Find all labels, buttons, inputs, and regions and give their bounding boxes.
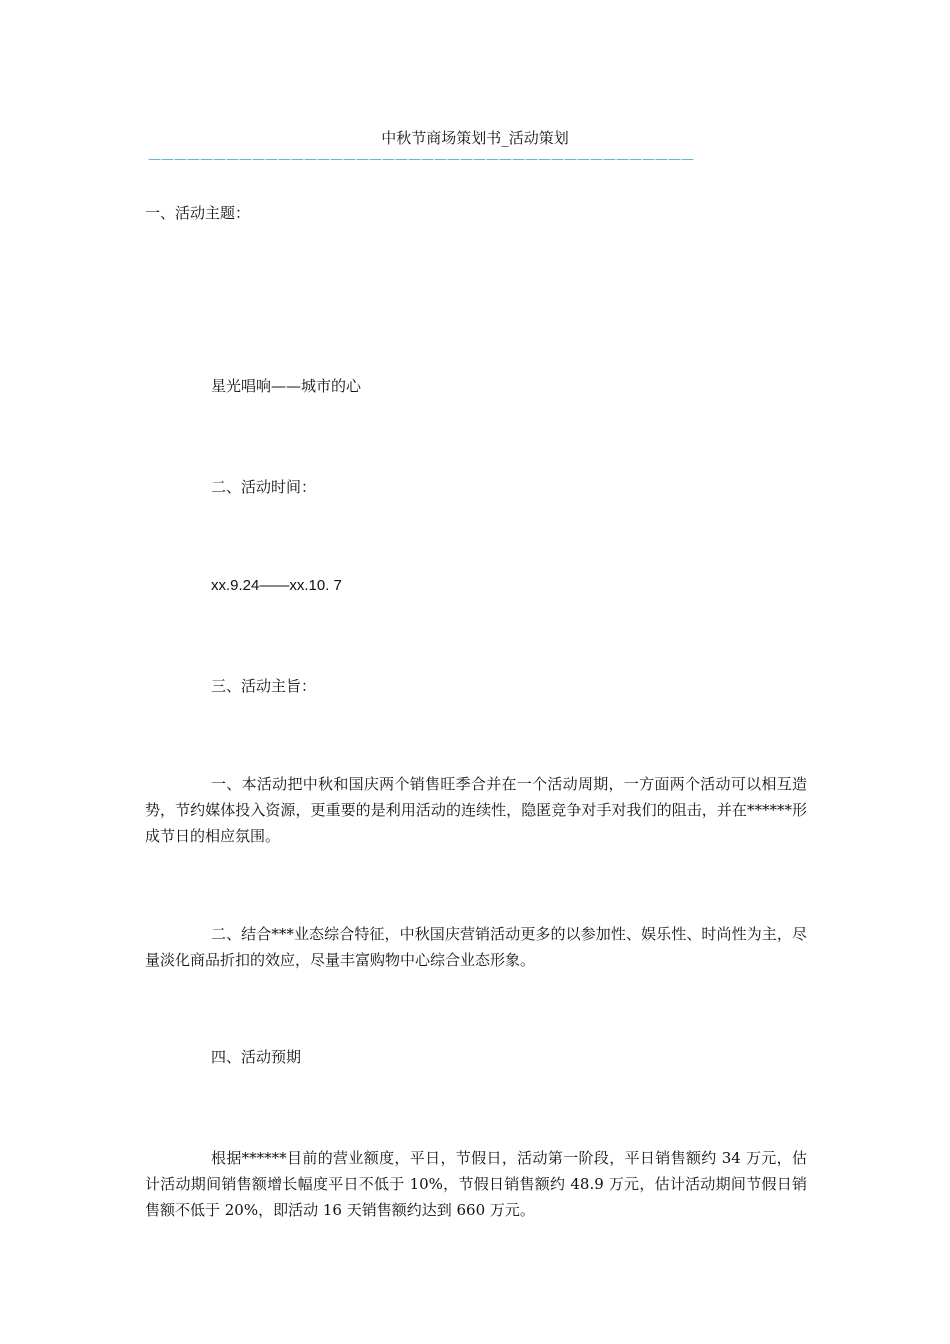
purpose-paragraph-1: 一、本活动把中秋和国庆两个销售旺季合并在一个活动周期，一方面两个活动可以相互造势，节约媒体投入资源，更重要的是利用活动的连续性，隐匿竞争对手对我们的阻击，并在******形成节日的相应氛围。	[145, 775, 807, 845]
theme-text: 星光唱响——城市的心	[211, 377, 362, 395]
section-heading-theme: 一、活动主题：	[145, 204, 251, 222]
document-title: 中秋节商场策划书_活动策划	[381, 129, 569, 147]
section-heading-purpose: 三、活动主旨：	[211, 677, 317, 695]
section-heading-time: 二、活动时间：	[211, 478, 317, 496]
section-heading-expectation: 四、活动预期	[211, 1048, 302, 1066]
expectation-paragraph: 根据******目前的营业额度，平日，节假日，活动第一阶段，平日销售额约 34 万元，估计活动期间销售额增长幅度平日不低于 10%，节假日销售额约 48.9 万元，估计活动期间节假日销售额不低于 20%，即活动 16 天销售额约达到 660 万元。	[145, 1149, 807, 1219]
time-text: xx.9.24——xx.10. 7	[211, 577, 342, 594]
purpose-paragraph-2: 二、结合***业态综合特征，中秋国庆营销活动更多的以参加性、娱乐性、时尚性为主，尽量淡化商品折扣的效应，尽量丰富购物中心综合业态形象。	[145, 925, 807, 969]
title-underline-rule: ——————————————————————————————————————————	[148, 153, 694, 167]
